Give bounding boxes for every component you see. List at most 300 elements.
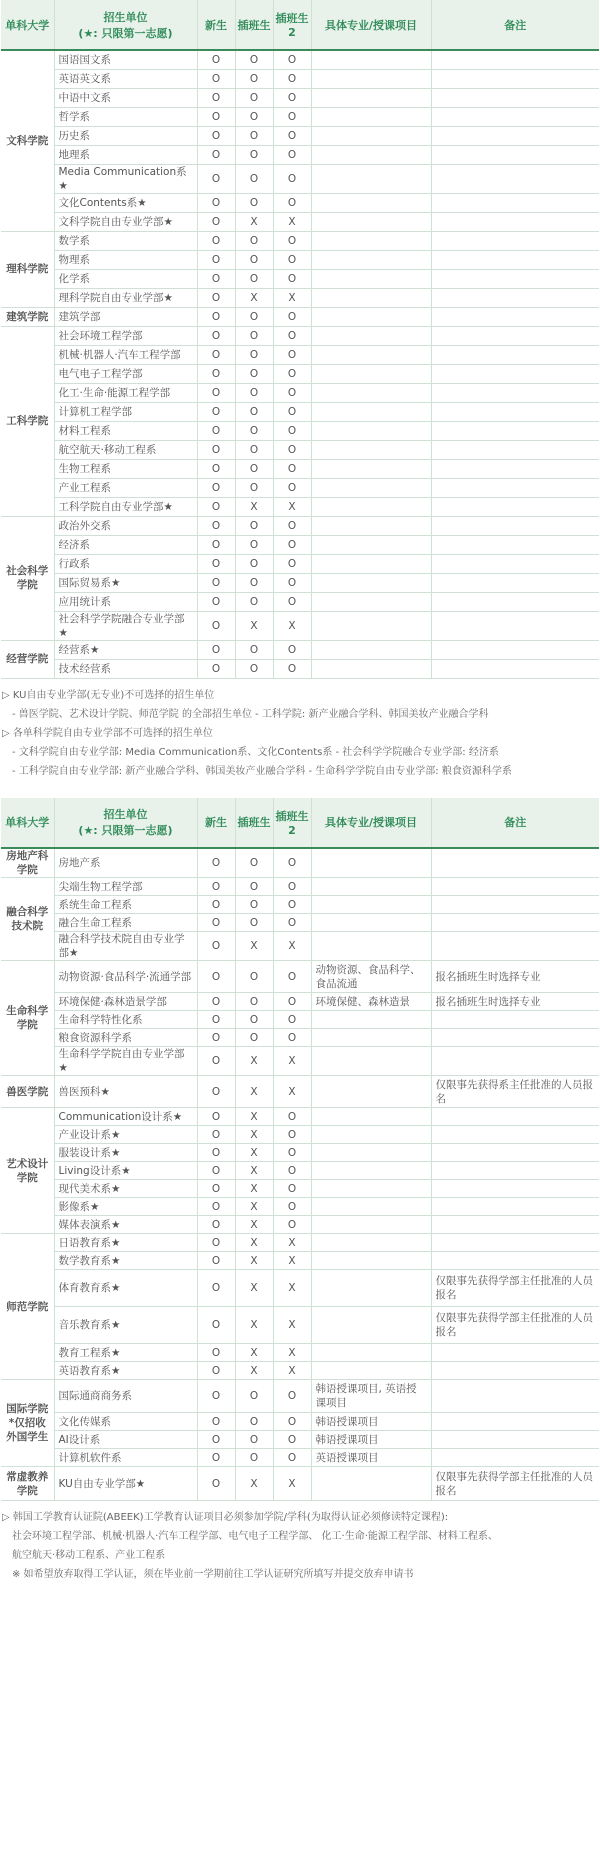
unit-name: KU自由专业学部★	[54, 1467, 197, 1501]
table-row	[1, 440, 599, 459]
transfer-mark: O	[235, 535, 273, 554]
unit-name: Living设计系★	[54, 1162, 197, 1180]
table-row	[1, 69, 599, 88]
unit-name: 地理系	[54, 145, 197, 164]
unit-name: 动物资源·食品科学·流通学部	[54, 961, 197, 993]
transfer2-mark: O	[273, 1029, 311, 1047]
table-row	[1, 421, 599, 440]
table-row	[1, 573, 599, 592]
remark-cell	[431, 459, 599, 478]
unit-name: 应用统计系	[54, 592, 197, 611]
remark-cell	[431, 145, 599, 164]
remark-cell	[431, 1252, 599, 1270]
transfer2-mark: X	[273, 1076, 311, 1108]
transfer-mark: O	[235, 164, 273, 193]
transfer2-mark: X	[273, 1252, 311, 1270]
transfer2-mark: O	[273, 364, 311, 383]
table-row	[1, 1307, 599, 1344]
header-fresh: 新生	[197, 0, 235, 50]
transfer-mark: O	[235, 1431, 273, 1449]
fresh-mark: O	[197, 896, 235, 914]
transfer-mark: O	[235, 50, 273, 69]
remark-cell	[431, 269, 599, 288]
transfer2-mark: O	[273, 478, 311, 497]
remark-cell	[431, 1029, 599, 1047]
transfer-mark: O	[235, 69, 273, 88]
unit-name: 行政系	[54, 554, 197, 573]
remark-cell	[431, 1431, 599, 1449]
college-name: 师范学院	[1, 1234, 54, 1380]
transfer2-mark: O	[273, 269, 311, 288]
fresh-mark: O	[197, 573, 235, 592]
fresh-mark: O	[197, 345, 235, 364]
unit-name: 化工·生命·能源工程学部	[54, 383, 197, 402]
unit-name: 影像系★	[54, 1198, 197, 1216]
table-row	[1, 497, 599, 516]
note-line: 社会环境工程学部、机械·机器人·汽车工程学部、电气电子工程学部、 化工·生命·能源工程学部、材料工程系、	[12, 1531, 498, 1542]
transfer-mark: O	[235, 516, 273, 535]
unit-name: 尖端生物工程学部	[54, 878, 197, 896]
transfer-mark: O	[235, 402, 273, 421]
college-name: 国际学院*仅招收外国学生	[1, 1380, 54, 1467]
remark-cell	[431, 326, 599, 345]
unit-name: 环境保健·森林造景学部	[54, 993, 197, 1011]
unit-name: 经济系	[54, 535, 197, 554]
unit-name: 产业设计系★	[54, 1126, 197, 1144]
unit-name: 音乐教育系★	[54, 1307, 197, 1344]
major-cell	[311, 1076, 431, 1108]
transfer2-mark: X	[273, 288, 311, 307]
transfer-mark: X	[235, 497, 273, 516]
fresh-mark: O	[197, 69, 235, 88]
unit-name: 生物工程系	[54, 459, 197, 478]
major-cell	[311, 1270, 431, 1307]
admission-table-2	[1, 798, 599, 1502]
unit-name: 技术经营系	[54, 659, 197, 678]
remark-cell	[431, 164, 599, 193]
transfer2-mark: X	[273, 1047, 311, 1076]
major-cell	[311, 383, 431, 402]
transfer2-mark: O	[273, 402, 311, 421]
unit-name: 计算机工程学部	[54, 402, 197, 421]
college-name: 经营学院	[1, 640, 54, 678]
transfer-mark: X	[235, 1047, 273, 1076]
table-row	[1, 126, 599, 145]
header-unit-label: 招生单位	[103, 10, 148, 24]
major-cell	[311, 1011, 431, 1029]
transfer-mark: O	[235, 269, 273, 288]
table-row	[1, 993, 599, 1011]
transfer-mark: X	[235, 1126, 273, 1144]
table-row	[1, 164, 599, 193]
transfer2-mark: O	[273, 383, 311, 402]
table-row	[1, 961, 599, 993]
major-cell	[311, 573, 431, 592]
remark-cell	[431, 288, 599, 307]
major-cell	[311, 1162, 431, 1180]
major-cell: 动物资源、食品科学、食品流通	[311, 961, 431, 993]
transfer2-mark: O	[273, 231, 311, 250]
table-row	[1, 535, 599, 554]
college-name: 文科学院	[1, 50, 54, 231]
unit-name: 中语中文系	[54, 88, 197, 107]
fresh-mark: O	[197, 1108, 235, 1126]
remark-cell	[431, 1413, 599, 1431]
major-cell	[311, 914, 431, 932]
transfer2-mark: O	[273, 1413, 311, 1431]
header-transfer: 插班生	[235, 798, 273, 848]
transfer2-mark: X	[273, 932, 311, 961]
major-cell	[311, 1362, 431, 1380]
fresh-mark: O	[197, 364, 235, 383]
transfer-mark: X	[235, 1198, 273, 1216]
major-cell	[311, 1307, 431, 1344]
major-cell	[311, 1198, 431, 1216]
unit-name: 历史系	[54, 126, 197, 145]
major-cell	[311, 535, 431, 554]
fresh-mark: O	[197, 659, 235, 678]
note-line: 航空航天·移动工程系、产业工程系	[12, 1550, 166, 1561]
table-row	[1, 1144, 599, 1162]
transfer2-mark: O	[273, 345, 311, 364]
unit-name: 房地产系	[54, 848, 197, 878]
remark-cell	[431, 1449, 599, 1467]
remark-cell	[431, 478, 599, 497]
header-fresh: 新生	[197, 798, 235, 848]
notes-section-2	[0, 1501, 600, 1584]
transfer2-mark: O	[273, 535, 311, 554]
transfer2-mark: O	[273, 1144, 311, 1162]
table-row	[1, 896, 599, 914]
remark-cell	[431, 640, 599, 659]
transfer2-mark: O	[273, 193, 311, 212]
transfer2-mark: X	[273, 212, 311, 231]
table-row	[1, 107, 599, 126]
unit-name: 哲学系	[54, 107, 197, 126]
remark-cell	[431, 516, 599, 535]
transfer2-mark: X	[273, 497, 311, 516]
table-row	[1, 50, 599, 69]
fresh-mark: O	[197, 326, 235, 345]
remark-cell	[431, 896, 599, 914]
fresh-mark: O	[197, 1307, 235, 1344]
major-cell	[311, 659, 431, 678]
college-name: 工科学院	[1, 326, 54, 516]
major-cell	[311, 402, 431, 421]
fresh-mark: O	[197, 535, 235, 554]
fresh-mark: O	[197, 1216, 235, 1234]
transfer-mark: O	[235, 383, 273, 402]
unit-name: 国际贸易系★	[54, 573, 197, 592]
unit-name: 政治外交系	[54, 516, 197, 535]
transfer2-mark: O	[273, 878, 311, 896]
transfer-mark: O	[235, 1449, 273, 1467]
major-cell	[311, 878, 431, 896]
remark-cell	[431, 535, 599, 554]
major-cell	[311, 421, 431, 440]
header-transfer2: 插班生2	[273, 798, 311, 848]
major-cell	[311, 478, 431, 497]
transfer2-mark: O	[273, 554, 311, 573]
remark-cell	[431, 1126, 599, 1144]
fresh-mark: O	[197, 1362, 235, 1380]
fresh-mark: O	[197, 269, 235, 288]
remark-cell	[431, 250, 599, 269]
unit-name: 生命科学特性化系	[54, 1011, 197, 1029]
unit-name: Communication设计系★	[54, 1108, 197, 1126]
fresh-mark: O	[197, 1047, 235, 1076]
major-cell: 韩语授课项目	[311, 1413, 431, 1431]
remark-cell	[431, 1380, 599, 1413]
major-cell	[311, 231, 431, 250]
fresh-mark: O	[197, 212, 235, 231]
fresh-mark: O	[197, 1431, 235, 1449]
remark-cell	[431, 364, 599, 383]
table-row	[1, 554, 599, 573]
major-cell	[311, 164, 431, 193]
major-cell	[311, 497, 431, 516]
remark-cell	[431, 440, 599, 459]
transfer2-mark: O	[273, 573, 311, 592]
unit-name: 服装设计系★	[54, 1144, 197, 1162]
transfer2-mark: O	[273, 145, 311, 164]
table-row	[1, 1076, 599, 1108]
table-row	[1, 1126, 599, 1144]
note-line: - 兽医学院、艺术设计学院、师范学院 的全部招生单位 - 工科学院: 新产业融合学科、韩国美妆产业融合学科	[12, 708, 489, 720]
fresh-mark: O	[197, 878, 235, 896]
transfer2-mark: O	[273, 421, 311, 440]
unit-name: 融合科学技术院自由专业学部★	[54, 932, 197, 961]
fresh-mark: O	[197, 1252, 235, 1270]
major-cell: 韩语授课项目, 英语授课项目	[311, 1380, 431, 1413]
table-row	[1, 383, 599, 402]
fresh-mark: O	[197, 478, 235, 497]
major-cell	[311, 212, 431, 231]
remark-cell	[431, 878, 599, 896]
transfer-mark: O	[235, 345, 273, 364]
transfer-mark: O	[235, 896, 273, 914]
transfer2-mark: O	[273, 516, 311, 535]
major-cell	[311, 1126, 431, 1144]
fresh-mark: O	[197, 1180, 235, 1198]
header-remark: 备注	[431, 798, 599, 848]
remark-cell	[431, 1216, 599, 1234]
note-line: - 工科学院自由专业学部: 新产业融合学科、韩国美妆产业融合学科 - 生命科学学院自由专业学部: 粮食资源科学系	[12, 765, 512, 777]
fresh-mark: O	[197, 914, 235, 932]
major-cell	[311, 69, 431, 88]
transfer2-mark: O	[273, 1449, 311, 1467]
remark-cell	[431, 69, 599, 88]
transfer-mark: O	[235, 554, 273, 573]
transfer-mark: X	[235, 611, 273, 640]
transfer2-mark: O	[273, 107, 311, 126]
table-row	[1, 326, 599, 345]
remark-cell	[431, 88, 599, 107]
transfer-mark: X	[235, 1234, 273, 1252]
transfer2-mark: O	[273, 1380, 311, 1413]
transfer2-mark: O	[273, 1431, 311, 1449]
header-university: 单科大学	[1, 798, 54, 848]
unit-name: 电气电子工程学部	[54, 364, 197, 383]
fresh-mark: O	[197, 145, 235, 164]
remark-cell: 仅限事先获得学部主任批准的人员报名	[431, 1270, 599, 1307]
fresh-mark: O	[197, 383, 235, 402]
transfer-mark: X	[235, 212, 273, 231]
transfer2-mark: O	[273, 848, 311, 878]
remark-cell	[431, 497, 599, 516]
transfer2-mark: O	[273, 69, 311, 88]
transfer-mark: O	[235, 914, 273, 932]
remark-cell	[431, 126, 599, 145]
remark-cell	[431, 402, 599, 421]
fresh-mark: O	[197, 848, 235, 878]
college-name: 艺术设计学院	[1, 1108, 54, 1234]
major-cell	[311, 640, 431, 659]
header-university: 单科大学	[1, 0, 54, 50]
unit-name: 计算机软件系	[54, 1449, 197, 1467]
table-row	[1, 364, 599, 383]
fresh-mark: O	[197, 1029, 235, 1047]
table-row	[1, 145, 599, 164]
unit-name: 国际通商商务系	[54, 1380, 197, 1413]
fresh-mark: O	[197, 1011, 235, 1029]
major-cell	[311, 440, 431, 459]
fresh-mark: O	[197, 459, 235, 478]
transfer2-mark: O	[273, 440, 311, 459]
table-row	[1, 250, 599, 269]
major-cell	[311, 932, 431, 961]
table-header-row	[1, 798, 599, 848]
table-row	[1, 1029, 599, 1047]
major-cell: 韩语授课项目	[311, 1431, 431, 1449]
major-cell	[311, 145, 431, 164]
college-name: 融合科学技术院	[1, 878, 54, 961]
remark-cell	[431, 1344, 599, 1362]
remark-cell	[431, 932, 599, 961]
remark-cell	[431, 1011, 599, 1029]
college-name: 生命科学学院	[1, 961, 54, 1076]
transfer2-mark: O	[273, 914, 311, 932]
major-cell	[311, 1467, 431, 1501]
table-row	[1, 1413, 599, 1431]
fresh-mark: O	[197, 1162, 235, 1180]
table-row	[1, 1162, 599, 1180]
table-row	[1, 1270, 599, 1307]
header-unit-label: 招生单位	[103, 808, 148, 821]
fresh-mark: O	[197, 193, 235, 212]
unit-name: 化学系	[54, 269, 197, 288]
table-row	[1, 592, 599, 611]
college-name: 理科学院	[1, 231, 54, 307]
header-transfer: 插班生	[235, 0, 273, 50]
transfer2-mark: O	[273, 459, 311, 478]
table-row	[1, 269, 599, 288]
transfer2-mark: O	[273, 961, 311, 993]
fresh-mark: O	[197, 421, 235, 440]
transfer-mark: O	[235, 659, 273, 678]
transfer-mark: O	[235, 440, 273, 459]
table-row	[1, 659, 599, 678]
transfer2-mark: X	[273, 1362, 311, 1380]
major-cell	[311, 1029, 431, 1047]
major-cell	[311, 554, 431, 573]
fresh-mark: O	[197, 1076, 235, 1108]
unit-name: 文化传媒系	[54, 1413, 197, 1431]
remark-cell	[431, 592, 599, 611]
table-row	[1, 848, 599, 878]
header-unit-note: (★: 只限第一志愿)	[78, 26, 173, 40]
header-remark: 备注	[431, 0, 599, 50]
fresh-mark: O	[197, 307, 235, 326]
transfer2-mark: X	[273, 1270, 311, 1307]
fresh-mark: O	[197, 126, 235, 145]
remark-cell	[431, 107, 599, 126]
transfer2-mark: X	[273, 1467, 311, 1501]
major-cell	[311, 592, 431, 611]
fresh-mark: O	[197, 516, 235, 535]
transfer-mark: O	[235, 307, 273, 326]
transfer2-mark: O	[273, 307, 311, 326]
remark-cell	[431, 611, 599, 640]
major-cell	[311, 88, 431, 107]
remark-cell: 报名插班生时选择专业	[431, 961, 599, 993]
transfer2-mark: O	[273, 1108, 311, 1126]
major-cell	[311, 364, 431, 383]
header-unit	[54, 0, 197, 50]
transfer-mark: X	[235, 1108, 273, 1126]
unit-name: 粮食资源科学系	[54, 1029, 197, 1047]
transfer-mark: X	[235, 288, 273, 307]
table-row	[1, 1380, 599, 1413]
major-cell	[311, 269, 431, 288]
remark-cell	[431, 1180, 599, 1198]
table-row	[1, 459, 599, 478]
transfer-mark: X	[235, 1144, 273, 1162]
transfer2-mark: O	[273, 1126, 311, 1144]
major-cell	[311, 193, 431, 212]
transfer-mark: O	[235, 126, 273, 145]
table-row	[1, 345, 599, 364]
header-major: 具体专业/授课项目	[311, 798, 431, 848]
transfer-mark: X	[235, 1252, 273, 1270]
fresh-mark: O	[197, 932, 235, 961]
fresh-mark: O	[197, 640, 235, 659]
table-row	[1, 1467, 599, 1501]
transfer-mark: O	[235, 1380, 273, 1413]
table-row	[1, 1216, 599, 1234]
college-name: 房地产科学院	[1, 848, 54, 878]
transfer-mark: O	[235, 1011, 273, 1029]
major-cell	[311, 1252, 431, 1270]
transfer-mark: O	[235, 231, 273, 250]
unit-name: 英语教育系★	[54, 1362, 197, 1380]
transfer2-mark: X	[273, 611, 311, 640]
college-name: 社会科学学院	[1, 516, 54, 640]
transfer2-mark: O	[273, 659, 311, 678]
college-name: 建筑学院	[1, 307, 54, 326]
major-cell	[311, 288, 431, 307]
major-cell	[311, 345, 431, 364]
remark-cell	[431, 231, 599, 250]
remark-cell	[431, 345, 599, 364]
unit-name: 系统生命工程系	[54, 896, 197, 914]
transfer2-mark: O	[273, 164, 311, 193]
major-cell	[311, 1180, 431, 1198]
fresh-mark: O	[197, 1380, 235, 1413]
unit-name: 工科学院自由专业学部★	[54, 497, 197, 516]
table-row	[1, 1047, 599, 1076]
table-row	[1, 193, 599, 212]
